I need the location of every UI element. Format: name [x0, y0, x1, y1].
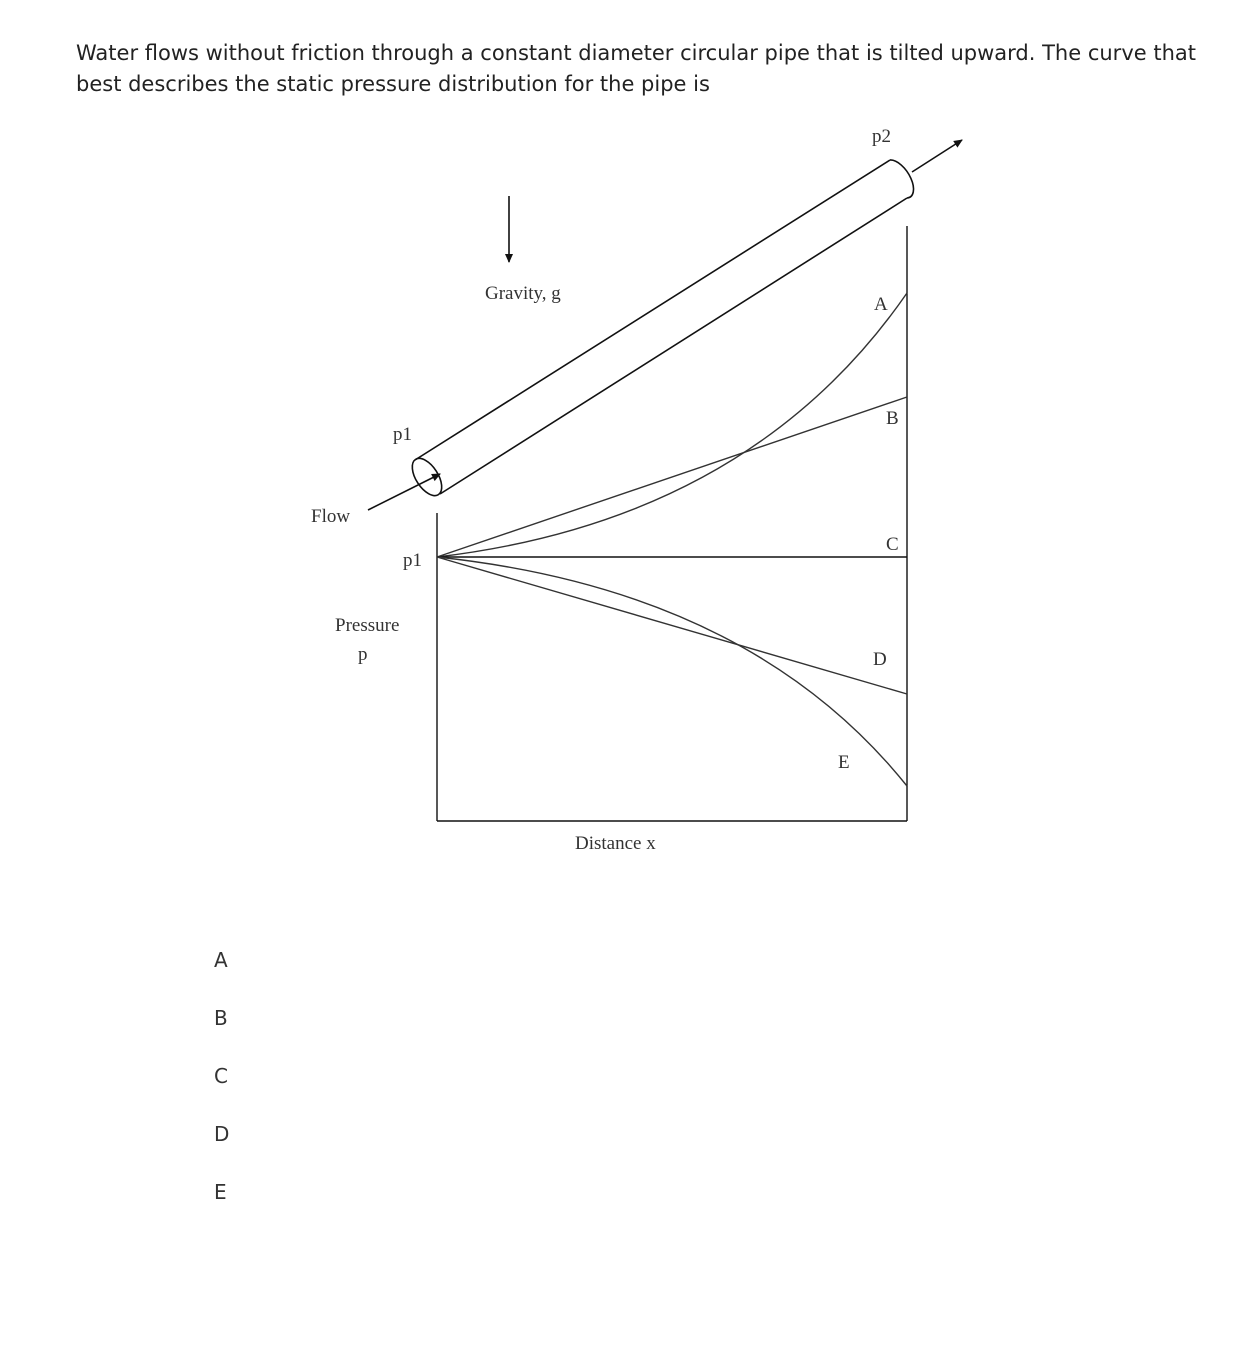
flow-inlet-arrow: [368, 474, 440, 510]
option-e[interactable]: E: [214, 1180, 227, 1204]
label-p1-axis: p1: [403, 550, 422, 571]
curve-label-c: C: [886, 534, 899, 555]
label-flow: Flow: [311, 506, 351, 527]
plot-axes: [437, 226, 907, 821]
curve-label-e: E: [838, 752, 850, 773]
label-p1-pipe: p1: [393, 424, 412, 445]
option-b[interactable]: B: [214, 1006, 228, 1030]
curve-a: [437, 293, 907, 557]
curve-b: [437, 397, 907, 557]
curve-e: [437, 557, 907, 786]
label-pressure: Pressure: [335, 615, 400, 636]
label-distance: Distance x: [575, 833, 656, 854]
label-p2: p2: [872, 126, 891, 147]
option-c[interactable]: C: [214, 1064, 228, 1088]
curve-label-a: A: [874, 294, 888, 315]
question-text: Water flows without friction through a constant diameter circular pipe that is tilted upward. The curve that best describes the static pressure distribution for the pipe is: [76, 41, 1196, 96]
option-a[interactable]: A: [214, 948, 228, 972]
curve-d: [437, 557, 907, 694]
label-gravity: Gravity, g: [485, 283, 561, 304]
label-p: p: [358, 644, 368, 665]
curve-label-b: B: [886, 408, 899, 429]
answer-options: [214, 948, 229, 1238]
tilted-pipe: [406, 160, 913, 501]
flow-outlet-arrow: [912, 140, 962, 172]
option-d[interactable]: D: [214, 1122, 230, 1146]
curve-label-d: D: [873, 649, 887, 670]
